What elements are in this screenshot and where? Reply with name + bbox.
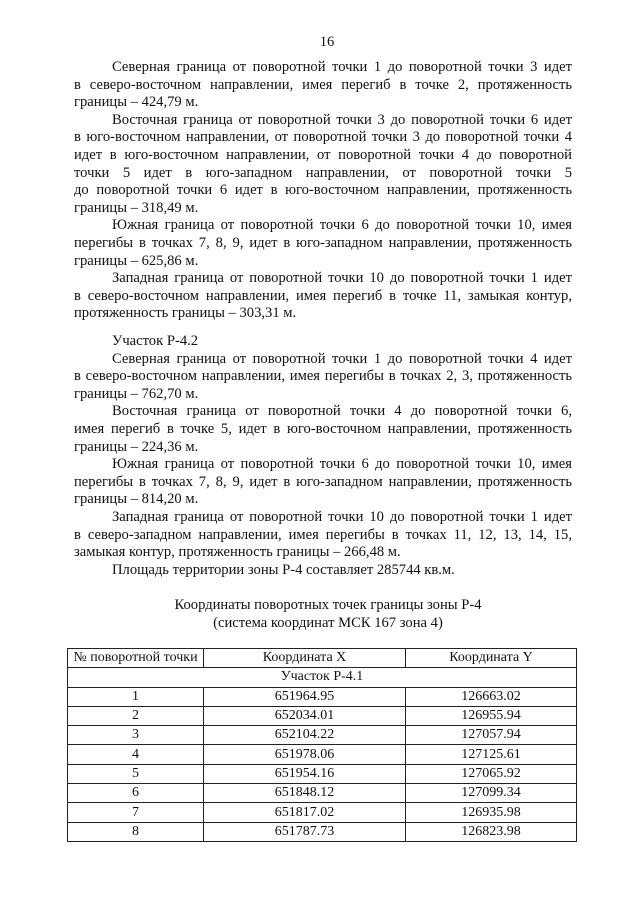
paragraph-line: Северная граница от поворотной точки 1 до поворотной точки 4 идет [112,350,572,367]
point-number: 2 [68,706,204,725]
table-group-row [68,668,577,687]
column-header: № поворотной точки [68,649,204,668]
coordinate-y: 127125.61 [406,745,577,764]
table-row [68,745,577,764]
table-row [68,764,577,783]
table-row [68,822,577,841]
paragraph-line: Южная граница от поворотной точки 6 до поворотной точки 10, имея [112,456,572,473]
paragraph-line: Восточная граница от поворотной точки 4 до поворотной точки 6, [112,403,572,420]
paragraph-line: Западная граница от поворотной точки 10 до поворотной точки 1 идет [112,508,572,525]
point-number: 6 [68,784,204,803]
coordinate-x: 651964.95 [204,687,406,706]
paragraph-line: границы – 762,70 м. [74,385,199,402]
paragraph-line: Западная граница от поворотной точки 10 до поворотной точки 1 идет [112,270,572,287]
coordinate-y: 127057.94 [406,726,577,745]
paragraph-line: границы – 318,49 м. [74,199,199,216]
point-number: 8 [68,822,204,841]
paragraph-line: точки 5 идет в юго-западном направлении, от поворотной точки 5 [74,164,572,181]
paragraph-line: Площадь территории зоны Р-4 составляет 285744 кв.м. [112,561,455,578]
coordinate-y: 126823.98 [406,822,577,841]
coordinate-y: 126663.02 [406,687,577,706]
paragraph-line: границы – 224,36 м. [74,438,199,455]
coordinate-y: 127099.34 [406,784,577,803]
paragraph-line: Восточная граница от поворотной точки 3 до поворотной точки 6 идет [112,111,572,128]
coordinate-x: 652034.01 [204,706,406,725]
paragraph-line: Южная граница от поворотной точки 6 до поворотной точки 10, имея [112,217,572,234]
paragraph-line: в юго-восточном направлении, от поворотной точки 3 до поворотной точки 4 [74,129,572,146]
point-number: 1 [68,687,204,706]
coordinate-x: 651954.16 [204,764,406,783]
table-header-row [68,649,577,668]
coordinate-x: 651848.12 [204,784,406,803]
paragraph-line: Северная граница от поворотной точки 1 до поворотной точки 3 идет [112,59,572,75]
paragraph-line: границы – 424,79 м. [74,94,199,111]
point-number: 5 [68,764,204,783]
coordinate-x: 652104.22 [204,726,406,745]
paragraph-line: до поворотной точки 6 идет в юго-восточном направлении, протяженность [74,182,572,199]
table-row [68,706,577,725]
group-label: Участок Р-4.1 [68,668,577,687]
table-row [68,784,577,803]
point-number: 3 [68,726,204,745]
paragraph-line: границы – 814,20 м. [74,491,199,508]
paragraph-line: в северо-западном направлении, имея перегибы в точках 11, 12, 13, 14, 15, [74,526,572,543]
coordinate-y: 126955.94 [406,706,577,725]
paragraph-line: в северо-восточном направлении, имея перегибы в точках 2, 3, протяженность [74,368,572,385]
point-number: 7 [68,803,204,822]
paragraph-line: перегибы в точках 7, 8, 9, идет в юго-западном направлении, протяженность [74,473,572,490]
table-row [68,687,577,706]
paragraph-line: в северо-восточном направлении, имея перегиб в точке 11, замыкая контур, [74,287,572,304]
table-subtitle: (система координат МСК 167 зона 4) [213,615,443,631]
column-header: Координата Y [406,649,577,668]
section-p42-text [74,333,572,579]
column-header: Координата X [204,649,406,668]
coordinates-table [67,648,577,842]
table-row [68,803,577,822]
coordinate-y: 127065.92 [406,764,577,783]
paragraph-line: замыкая контур, протяженность границы – 266,48 м. [74,544,401,561]
table-title: Координаты поворотных точек границы зоны Р-4 [174,597,482,613]
paragraph-line: протяженность границы – 303,31 м. [74,305,297,322]
coordinate-x: 651817.02 [204,803,406,822]
paragraph-line: границы – 625,86 м. [74,252,199,269]
coordinate-y: 126935.98 [406,803,577,822]
table-row [68,726,577,745]
paragraph-line: в северо-восточном направлении, имея перегиб в точке 2, протяженность [74,76,572,93]
paragraph-line: имея перегиб в точке 5, идет в юго-восточном направлении, протяженность [74,420,572,437]
section-p41-text [74,59,572,323]
coordinate-x: 651978.06 [204,745,406,764]
paragraph-line: идет в юго-восточном направлении, от поворотной точки 4 до поворотной [74,146,572,163]
page-number: 16 [319,34,335,50]
coordinate-x: 651787.73 [204,822,406,841]
paragraph-line: перегибы в точках 7, 8, 9, идет в юго-западном направлении, протяженность [74,234,572,251]
point-number: 4 [68,745,204,764]
section-heading: Участок Р-4.2 [112,333,199,349]
